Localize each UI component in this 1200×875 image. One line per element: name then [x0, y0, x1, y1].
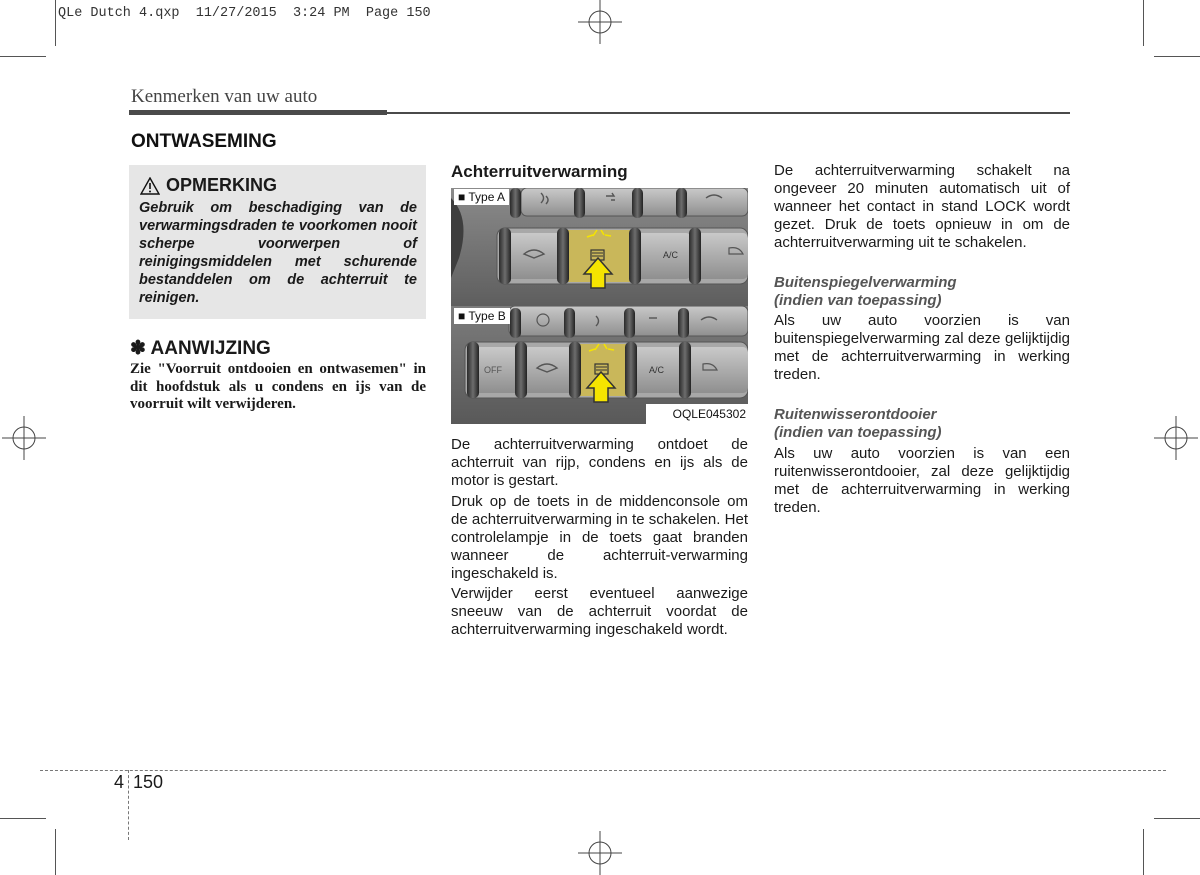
print-slug: QLe Dutch 4.qxp 11/27/2015 3:24 PM Page 150	[58, 6, 431, 21]
crop-mark	[1143, 829, 1144, 875]
mirror-heading: Buitenspiegelverwarming	[774, 274, 957, 291]
subheading: Achterruitverwarming	[451, 162, 628, 181]
paragraph: Als uw auto voorzien is van een ruitenwisserontdooier, zal deze gelijktijdig met de achterruitverwarming in werking treden.	[774, 445, 1070, 516]
tip-title	[130, 337, 271, 360]
header-rule	[129, 110, 387, 115]
control-panel-figure	[451, 188, 748, 424]
registration-mark-icon	[578, 0, 622, 44]
mirror-subheading: (indien van toepassing)	[774, 292, 942, 309]
crop-mark	[55, 829, 56, 875]
ac-button-label: A/C	[649, 365, 665, 375]
paragraph: De achterruitverwarming schakelt na ongeveer 20 minuten automatisch uit of wanneer het contact in stand LOCK wordt gezet. Druk de toets opnieuw in om de achterruitverwarming uit te schakelen.	[774, 162, 1070, 251]
tip-body: Zie "Voorruit ontdooien en ontwasemen" in dit hoofdstuk als u condens en ijs van de voorruit wilt verwijderen.	[130, 361, 426, 412]
paragraph: Verwijder eerst eventueel aanwezige sneeuw van de achterruit voordat de achterruitverwarming ingeschakeld wordt.	[451, 585, 748, 638]
note-title-label: OPMERKING	[166, 175, 278, 195]
paragraph: De achterruitverwarming ontdoet de achterruit van rijp, condens en ijs als de motor is gestart.	[451, 436, 748, 489]
page-number: 150	[133, 772, 164, 792]
crop-mark	[0, 818, 46, 819]
warning-triangle-icon	[140, 177, 160, 195]
registration-mark-icon	[2, 416, 46, 460]
panel-type-a	[451, 188, 748, 306]
crop-mark	[1143, 0, 1144, 46]
panel-type-b	[451, 306, 748, 424]
section-title: Kenmerken van uw auto	[131, 86, 318, 107]
header-rule	[387, 112, 1070, 114]
registration-mark-icon	[578, 831, 622, 875]
off-button-label: OFF	[484, 365, 502, 375]
crop-mark	[0, 56, 46, 57]
crop-mark	[1154, 56, 1200, 57]
asterisk-icon: ✽	[130, 338, 146, 359]
chapter-number: 4	[114, 772, 125, 792]
footer-divider	[128, 770, 129, 840]
ac-button-label: A/C	[663, 250, 679, 260]
note-body: Gebruik om beschadiging van de verwarmingsdraden te voorkomen nooit scherpe voorwerpen of reinigingsmiddelen met schurende bestanddelen om de achterruit te reinigen.	[139, 200, 417, 306]
paragraph: Druk op de toets in de middenconsole om de achterruitverwarming in te schakelen. Het controlelampje in de toets gaat branden wanneer de achterruit-verwarming ingeschakeld is.	[451, 493, 748, 582]
type-a-label: ■ Type A	[454, 189, 509, 205]
crop-mark	[55, 0, 56, 46]
type-b-label: ■ Type B	[454, 308, 510, 324]
wiper-heading: Ruitenwisserontdooier	[774, 406, 937, 423]
note-title	[140, 175, 277, 196]
page-heading: ONTWASEMING	[131, 131, 277, 152]
crop-mark	[1154, 818, 1200, 819]
tip-title-label: AANWIJZING	[150, 338, 271, 359]
footer-rule	[40, 770, 1166, 771]
paragraph: Als uw auto voorzien is van buitenspiegelverwarming zal deze gelijktijdig met de achterruitverwarming in werking treden.	[774, 312, 1070, 383]
figure-code: OQLE045302	[672, 407, 746, 421]
registration-mark-icon	[1154, 416, 1198, 460]
wiper-subheading: (indien van toepassing)	[774, 424, 942, 441]
